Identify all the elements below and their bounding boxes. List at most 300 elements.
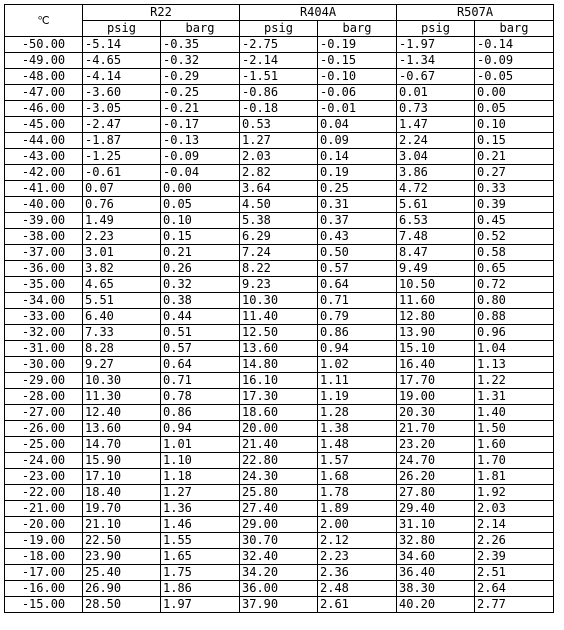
r22-barg-cell: 1.01 (161, 437, 240, 453)
r22-psig-cell: 17.10 (83, 469, 161, 485)
r22-barg-cell: -0.21 (161, 101, 240, 117)
r22-barg-cell: -0.17 (161, 117, 240, 133)
r22-barg-cell: 1.46 (161, 517, 240, 533)
r404a-barg-cell: 0.04 (318, 117, 397, 133)
r507a-barg-cell: 2.39 (475, 549, 554, 565)
r22-barg-cell: -0.29 (161, 69, 240, 85)
table-row (5, 341, 554, 357)
r404a-psig-cell: 21.40 (240, 437, 318, 453)
r404a-psig-cell: 36.00 (240, 581, 318, 597)
r507a-psig-cell: 21.70 (397, 421, 475, 437)
r22-psig-cell: -1.25 (83, 149, 161, 165)
r404a-barg-cell: 1.57 (318, 453, 397, 469)
r22-psig-cell: 21.10 (83, 517, 161, 533)
r507a-psig-cell: 29.40 (397, 501, 475, 517)
sub-header-barg: barg (475, 21, 554, 37)
r22-psig-cell: -2.47 (83, 117, 161, 133)
r404a-barg-cell: 0.57 (318, 261, 397, 277)
r507a-barg-cell: 1.04 (475, 341, 554, 357)
r507a-barg-cell: 2.77 (475, 597, 554, 613)
temperature-cell: -15.00 (5, 597, 83, 613)
r507a-barg-cell: 2.64 (475, 581, 554, 597)
table-row (5, 229, 554, 245)
r404a-barg-cell: 1.68 (318, 469, 397, 485)
table-row (5, 309, 554, 325)
r404a-barg-cell: 1.19 (318, 389, 397, 405)
r22-psig-cell: 3.82 (83, 261, 161, 277)
temperature-cell: -42.00 (5, 165, 83, 181)
r22-psig-cell: 5.51 (83, 293, 161, 309)
r507a-barg-cell: 2.14 (475, 517, 554, 533)
temperature-cell: -33.00 (5, 309, 83, 325)
r404a-psig-cell: 0.53 (240, 117, 318, 133)
r22-psig-cell: 13.60 (83, 421, 161, 437)
r507a-barg-cell: 0.58 (475, 245, 554, 261)
r404a-barg-cell: -0.19 (318, 37, 397, 53)
r22-barg-cell: 1.36 (161, 501, 240, 517)
r507a-psig-cell: 32.80 (397, 533, 475, 549)
temperature-cell: -17.00 (5, 565, 83, 581)
temperature-cell: -49.00 (5, 53, 83, 69)
r507a-barg-cell: 1.70 (475, 453, 554, 469)
r507a-psig-cell: 0.73 (397, 101, 475, 117)
r404a-barg-cell: -0.15 (318, 53, 397, 69)
r22-barg-cell: 0.21 (161, 245, 240, 261)
r22-psig-cell: -0.61 (83, 165, 161, 181)
r404a-barg-cell: -0.01 (318, 101, 397, 117)
r404a-psig-cell: -0.86 (240, 85, 318, 101)
r507a-barg-cell: -0.05 (475, 69, 554, 85)
r22-barg-cell: 1.27 (161, 485, 240, 501)
temperature-cell: -36.00 (5, 261, 83, 277)
r404a-barg-cell: 0.79 (318, 309, 397, 325)
r404a-psig-cell: 29.00 (240, 517, 318, 533)
r404a-psig-cell: -1.51 (240, 69, 318, 85)
r507a-barg-cell: 0.72 (475, 277, 554, 293)
table-row (5, 517, 554, 533)
group-header-r22: R22 (83, 5, 240, 21)
r404a-psig-cell: -0.18 (240, 101, 318, 117)
r22-barg-cell: 1.65 (161, 549, 240, 565)
r507a-psig-cell: 40.20 (397, 597, 475, 613)
table-row (5, 69, 554, 85)
r507a-barg-cell: 2.51 (475, 565, 554, 581)
r404a-psig-cell: 4.50 (240, 197, 318, 213)
r22-psig-cell: 7.33 (83, 325, 161, 341)
r507a-psig-cell: 31.10 (397, 517, 475, 533)
r22-barg-cell: -0.04 (161, 165, 240, 181)
table-row (5, 245, 554, 261)
r22-barg-cell: 0.64 (161, 357, 240, 373)
group-header-r507a: R507A (397, 5, 554, 21)
r404a-psig-cell: 20.00 (240, 421, 318, 437)
r22-barg-cell: 0.71 (161, 373, 240, 389)
r507a-psig-cell: 3.86 (397, 165, 475, 181)
temperature-cell: -43.00 (5, 149, 83, 165)
r22-psig-cell: -5.14 (83, 37, 161, 53)
r507a-psig-cell: 27.80 (397, 485, 475, 501)
r22-psig-cell: -4.65 (83, 53, 161, 69)
r22-barg-cell: -0.25 (161, 85, 240, 101)
temperature-cell: -24.00 (5, 453, 83, 469)
table-row (5, 533, 554, 549)
r22-psig-cell: 8.28 (83, 341, 161, 357)
temperature-cell: -22.00 (5, 485, 83, 501)
r22-barg-cell: -0.35 (161, 37, 240, 53)
table-row (5, 293, 554, 309)
pressure-temperature-table-container (4, 4, 554, 613)
r404a-barg-cell: 1.48 (318, 437, 397, 453)
r507a-barg-cell: 0.00 (475, 85, 554, 101)
table-row (5, 581, 554, 597)
r404a-barg-cell: 2.12 (318, 533, 397, 549)
r404a-psig-cell: 3.64 (240, 181, 318, 197)
r22-psig-cell: 3.01 (83, 245, 161, 261)
table-row (5, 213, 554, 229)
temperature-cell: -23.00 (5, 469, 83, 485)
temperature-cell: -46.00 (5, 101, 83, 117)
table-row (5, 597, 554, 613)
r404a-psig-cell: 18.60 (240, 405, 318, 421)
table-row (5, 117, 554, 133)
r507a-psig-cell: 13.90 (397, 325, 475, 341)
r507a-barg-cell: 0.80 (475, 293, 554, 309)
r404a-barg-cell: 1.38 (318, 421, 397, 437)
r22-barg-cell: 0.86 (161, 405, 240, 421)
r22-psig-cell: -3.60 (83, 85, 161, 101)
temperature-cell: -32.00 (5, 325, 83, 341)
r507a-barg-cell: 0.05 (475, 101, 554, 117)
r404a-psig-cell: 30.70 (240, 533, 318, 549)
table-row (5, 325, 554, 341)
r507a-psig-cell: 23.20 (397, 437, 475, 453)
r507a-psig-cell: 17.70 (397, 373, 475, 389)
r22-psig-cell: 2.23 (83, 229, 161, 245)
r22-barg-cell: 1.18 (161, 469, 240, 485)
sub-header-barg: barg (161, 21, 240, 37)
r22-psig-cell: 4.65 (83, 277, 161, 293)
temperature-cell: -21.00 (5, 501, 83, 517)
r404a-barg-cell: 0.94 (318, 341, 397, 357)
r507a-barg-cell: 0.27 (475, 165, 554, 181)
r22-psig-cell: 12.40 (83, 405, 161, 421)
temperature-cell: -48.00 (5, 69, 83, 85)
r22-barg-cell: 1.10 (161, 453, 240, 469)
table-row (5, 453, 554, 469)
r404a-barg-cell: 0.50 (318, 245, 397, 261)
temperature-cell: -47.00 (5, 85, 83, 101)
r22-barg-cell: 1.75 (161, 565, 240, 581)
r22-barg-cell: -0.13 (161, 133, 240, 149)
r22-psig-cell: 0.07 (83, 181, 161, 197)
r507a-psig-cell: 8.47 (397, 245, 475, 261)
r404a-psig-cell: 25.80 (240, 485, 318, 501)
table-row (5, 389, 554, 405)
r507a-barg-cell: 0.52 (475, 229, 554, 245)
table-row (5, 101, 554, 117)
r404a-psig-cell: 14.80 (240, 357, 318, 373)
r404a-psig-cell: 1.27 (240, 133, 318, 149)
r507a-psig-cell: 6.53 (397, 213, 475, 229)
r507a-psig-cell: 26.20 (397, 469, 475, 485)
temperature-cell: -34.00 (5, 293, 83, 309)
table-row (5, 133, 554, 149)
r22-psig-cell: -3.05 (83, 101, 161, 117)
r404a-psig-cell: 37.90 (240, 597, 318, 613)
r404a-psig-cell: 24.30 (240, 469, 318, 485)
r404a-psig-cell: 2.82 (240, 165, 318, 181)
table-row (5, 549, 554, 565)
temperature-cell: -40.00 (5, 197, 83, 213)
r404a-psig-cell: 13.60 (240, 341, 318, 357)
table-row (5, 197, 554, 213)
table-row (5, 261, 554, 277)
temperature-cell: -45.00 (5, 117, 83, 133)
r404a-barg-cell: 0.86 (318, 325, 397, 341)
r507a-psig-cell: 4.72 (397, 181, 475, 197)
table-row (5, 373, 554, 389)
r22-barg-cell: 1.55 (161, 533, 240, 549)
r22-barg-cell: 0.10 (161, 213, 240, 229)
r404a-barg-cell: 1.28 (318, 405, 397, 421)
r22-psig-cell: 19.70 (83, 501, 161, 517)
r404a-barg-cell: -0.06 (318, 85, 397, 101)
r507a-psig-cell: 16.40 (397, 357, 475, 373)
r507a-barg-cell: 1.22 (475, 373, 554, 389)
r404a-psig-cell: 34.20 (240, 565, 318, 581)
r507a-barg-cell: 1.81 (475, 469, 554, 485)
r507a-psig-cell: 9.49 (397, 261, 475, 277)
r22-psig-cell: -4.14 (83, 69, 161, 85)
temperature-cell: -31.00 (5, 341, 83, 357)
r404a-barg-cell: 0.19 (318, 165, 397, 181)
table-row (5, 405, 554, 421)
r507a-barg-cell: 1.92 (475, 485, 554, 501)
r22-barg-cell: 0.94 (161, 421, 240, 437)
r507a-psig-cell: 15.10 (397, 341, 475, 357)
r507a-psig-cell: 24.70 (397, 453, 475, 469)
r404a-psig-cell: 32.40 (240, 549, 318, 565)
sub-header-psig: psig (240, 21, 318, 37)
r507a-psig-cell: -1.97 (397, 37, 475, 53)
table-row (5, 501, 554, 517)
r404a-barg-cell: 1.02 (318, 357, 397, 373)
r404a-barg-cell: 1.78 (318, 485, 397, 501)
group-header-row (5, 5, 554, 21)
temperature-cell: -41.00 (5, 181, 83, 197)
temperature-cell: -18.00 (5, 549, 83, 565)
r507a-barg-cell: 1.50 (475, 421, 554, 437)
r507a-psig-cell: 34.60 (397, 549, 475, 565)
temperature-cell: -25.00 (5, 437, 83, 453)
r22-barg-cell: 0.05 (161, 197, 240, 213)
r404a-barg-cell: 0.43 (318, 229, 397, 245)
r507a-psig-cell: 2.24 (397, 133, 475, 149)
r22-psig-cell: 14.70 (83, 437, 161, 453)
r22-psig-cell: 1.49 (83, 213, 161, 229)
r404a-psig-cell: 12.50 (240, 325, 318, 341)
temperature-cell: -38.00 (5, 229, 83, 245)
r507a-barg-cell: 1.31 (475, 389, 554, 405)
temperature-cell: -20.00 (5, 517, 83, 533)
pressure-temperature-table (4, 4, 554, 613)
table-row (5, 181, 554, 197)
r404a-barg-cell: 2.48 (318, 581, 397, 597)
table-row (5, 357, 554, 373)
table-row (5, 565, 554, 581)
r22-barg-cell: 0.32 (161, 277, 240, 293)
r404a-barg-cell: 0.37 (318, 213, 397, 229)
r507a-psig-cell: 36.40 (397, 565, 475, 581)
r22-barg-cell: -0.09 (161, 149, 240, 165)
r507a-barg-cell: 2.26 (475, 533, 554, 549)
r507a-barg-cell: 1.40 (475, 405, 554, 421)
r22-psig-cell: 10.30 (83, 373, 161, 389)
r22-psig-cell: -1.87 (83, 133, 161, 149)
r22-psig-cell: 6.40 (83, 309, 161, 325)
sub-header-barg: barg (318, 21, 397, 37)
r404a-psig-cell: 17.30 (240, 389, 318, 405)
temperature-cell: -30.00 (5, 357, 83, 373)
r404a-barg-cell: 1.89 (318, 501, 397, 517)
temperature-cell: -39.00 (5, 213, 83, 229)
r507a-barg-cell: 0.33 (475, 181, 554, 197)
r507a-psig-cell: 12.80 (397, 309, 475, 325)
r507a-barg-cell: -0.14 (475, 37, 554, 53)
r507a-barg-cell: 2.03 (475, 501, 554, 517)
temperature-cell: -19.00 (5, 533, 83, 549)
temperature-unit-header: ℃ (5, 5, 83, 37)
r507a-psig-cell: 7.48 (397, 229, 475, 245)
sub-header-row (5, 21, 554, 37)
r404a-psig-cell: 8.22 (240, 261, 318, 277)
temperature-cell: -29.00 (5, 373, 83, 389)
r404a-barg-cell: -0.10 (318, 69, 397, 85)
r507a-psig-cell: 20.30 (397, 405, 475, 421)
r507a-barg-cell: 0.10 (475, 117, 554, 133)
r507a-barg-cell: 0.15 (475, 133, 554, 149)
r404a-barg-cell: 2.00 (318, 517, 397, 533)
r404a-psig-cell: 7.24 (240, 245, 318, 261)
r404a-psig-cell: 5.38 (240, 213, 318, 229)
r507a-psig-cell: 5.61 (397, 197, 475, 213)
table-row (5, 53, 554, 69)
r404a-psig-cell: -2.14 (240, 53, 318, 69)
table-row (5, 277, 554, 293)
r507a-barg-cell: 0.21 (475, 149, 554, 165)
r22-barg-cell: 0.38 (161, 293, 240, 309)
r507a-psig-cell: -0.67 (397, 69, 475, 85)
r507a-barg-cell: 0.96 (475, 325, 554, 341)
table-row (5, 421, 554, 437)
temperature-cell: -35.00 (5, 277, 83, 293)
r507a-barg-cell: 0.45 (475, 213, 554, 229)
r22-psig-cell: 11.30 (83, 389, 161, 405)
r22-psig-cell: 25.40 (83, 565, 161, 581)
table-row (5, 165, 554, 181)
r22-barg-cell: 0.78 (161, 389, 240, 405)
r22-psig-cell: 9.27 (83, 357, 161, 373)
r507a-psig-cell: -1.34 (397, 53, 475, 69)
r507a-psig-cell: 10.50 (397, 277, 475, 293)
temperature-cell: -37.00 (5, 245, 83, 261)
r22-psig-cell: 0.76 (83, 197, 161, 213)
r22-psig-cell: 26.90 (83, 581, 161, 597)
r404a-barg-cell: 0.71 (318, 293, 397, 309)
r404a-psig-cell: 27.40 (240, 501, 318, 517)
r22-psig-cell: 15.90 (83, 453, 161, 469)
temperature-cell: -50.00 (5, 37, 83, 53)
sub-header-psig: psig (83, 21, 161, 37)
table-row (5, 469, 554, 485)
r22-barg-cell: 0.26 (161, 261, 240, 277)
r22-barg-cell: 0.15 (161, 229, 240, 245)
r22-psig-cell: 23.90 (83, 549, 161, 565)
r507a-barg-cell: 1.60 (475, 437, 554, 453)
r404a-barg-cell: 0.09 (318, 133, 397, 149)
table-row (5, 437, 554, 453)
sub-header-psig: psig (397, 21, 475, 37)
r22-barg-cell: 0.51 (161, 325, 240, 341)
r507a-psig-cell: 3.04 (397, 149, 475, 165)
r404a-barg-cell: 1.11 (318, 373, 397, 389)
r22-barg-cell: 1.86 (161, 581, 240, 597)
r507a-barg-cell: 1.13 (475, 357, 554, 373)
r507a-psig-cell: 38.30 (397, 581, 475, 597)
table-row (5, 37, 554, 53)
temperature-cell: -27.00 (5, 405, 83, 421)
r507a-barg-cell: 0.88 (475, 309, 554, 325)
r404a-psig-cell: 16.10 (240, 373, 318, 389)
r22-psig-cell: 18.40 (83, 485, 161, 501)
r404a-psig-cell: -2.75 (240, 37, 318, 53)
r507a-psig-cell: 1.47 (397, 117, 475, 133)
r404a-barg-cell: 0.14 (318, 149, 397, 165)
r404a-psig-cell: 2.03 (240, 149, 318, 165)
temperature-cell: -16.00 (5, 581, 83, 597)
r22-barg-cell: -0.32 (161, 53, 240, 69)
table-row (5, 85, 554, 101)
r404a-barg-cell: 2.23 (318, 549, 397, 565)
r507a-psig-cell: 11.60 (397, 293, 475, 309)
temperature-cell: -44.00 (5, 133, 83, 149)
r404a-psig-cell: 11.40 (240, 309, 318, 325)
r404a-psig-cell: 9.23 (240, 277, 318, 293)
r22-psig-cell: 22.50 (83, 533, 161, 549)
r22-barg-cell: 0.57 (161, 341, 240, 357)
r404a-psig-cell: 10.30 (240, 293, 318, 309)
r404a-barg-cell: 0.64 (318, 277, 397, 293)
table-body (5, 37, 554, 613)
r404a-psig-cell: 6.29 (240, 229, 318, 245)
r404a-psig-cell: 22.80 (240, 453, 318, 469)
r507a-psig-cell: 0.01 (397, 85, 475, 101)
r404a-barg-cell: 2.61 (318, 597, 397, 613)
r404a-barg-cell: 0.31 (318, 197, 397, 213)
table-row (5, 485, 554, 501)
r404a-barg-cell: 0.25 (318, 181, 397, 197)
r404a-barg-cell: 2.36 (318, 565, 397, 581)
r507a-barg-cell: -0.09 (475, 53, 554, 69)
r22-barg-cell: 0.44 (161, 309, 240, 325)
temperature-cell: -26.00 (5, 421, 83, 437)
group-header-r404a: R404A (240, 5, 397, 21)
table-row (5, 149, 554, 165)
r22-barg-cell: 1.97 (161, 597, 240, 613)
temperature-cell: -28.00 (5, 389, 83, 405)
r507a-barg-cell: 0.39 (475, 197, 554, 213)
r22-psig-cell: 28.50 (83, 597, 161, 613)
